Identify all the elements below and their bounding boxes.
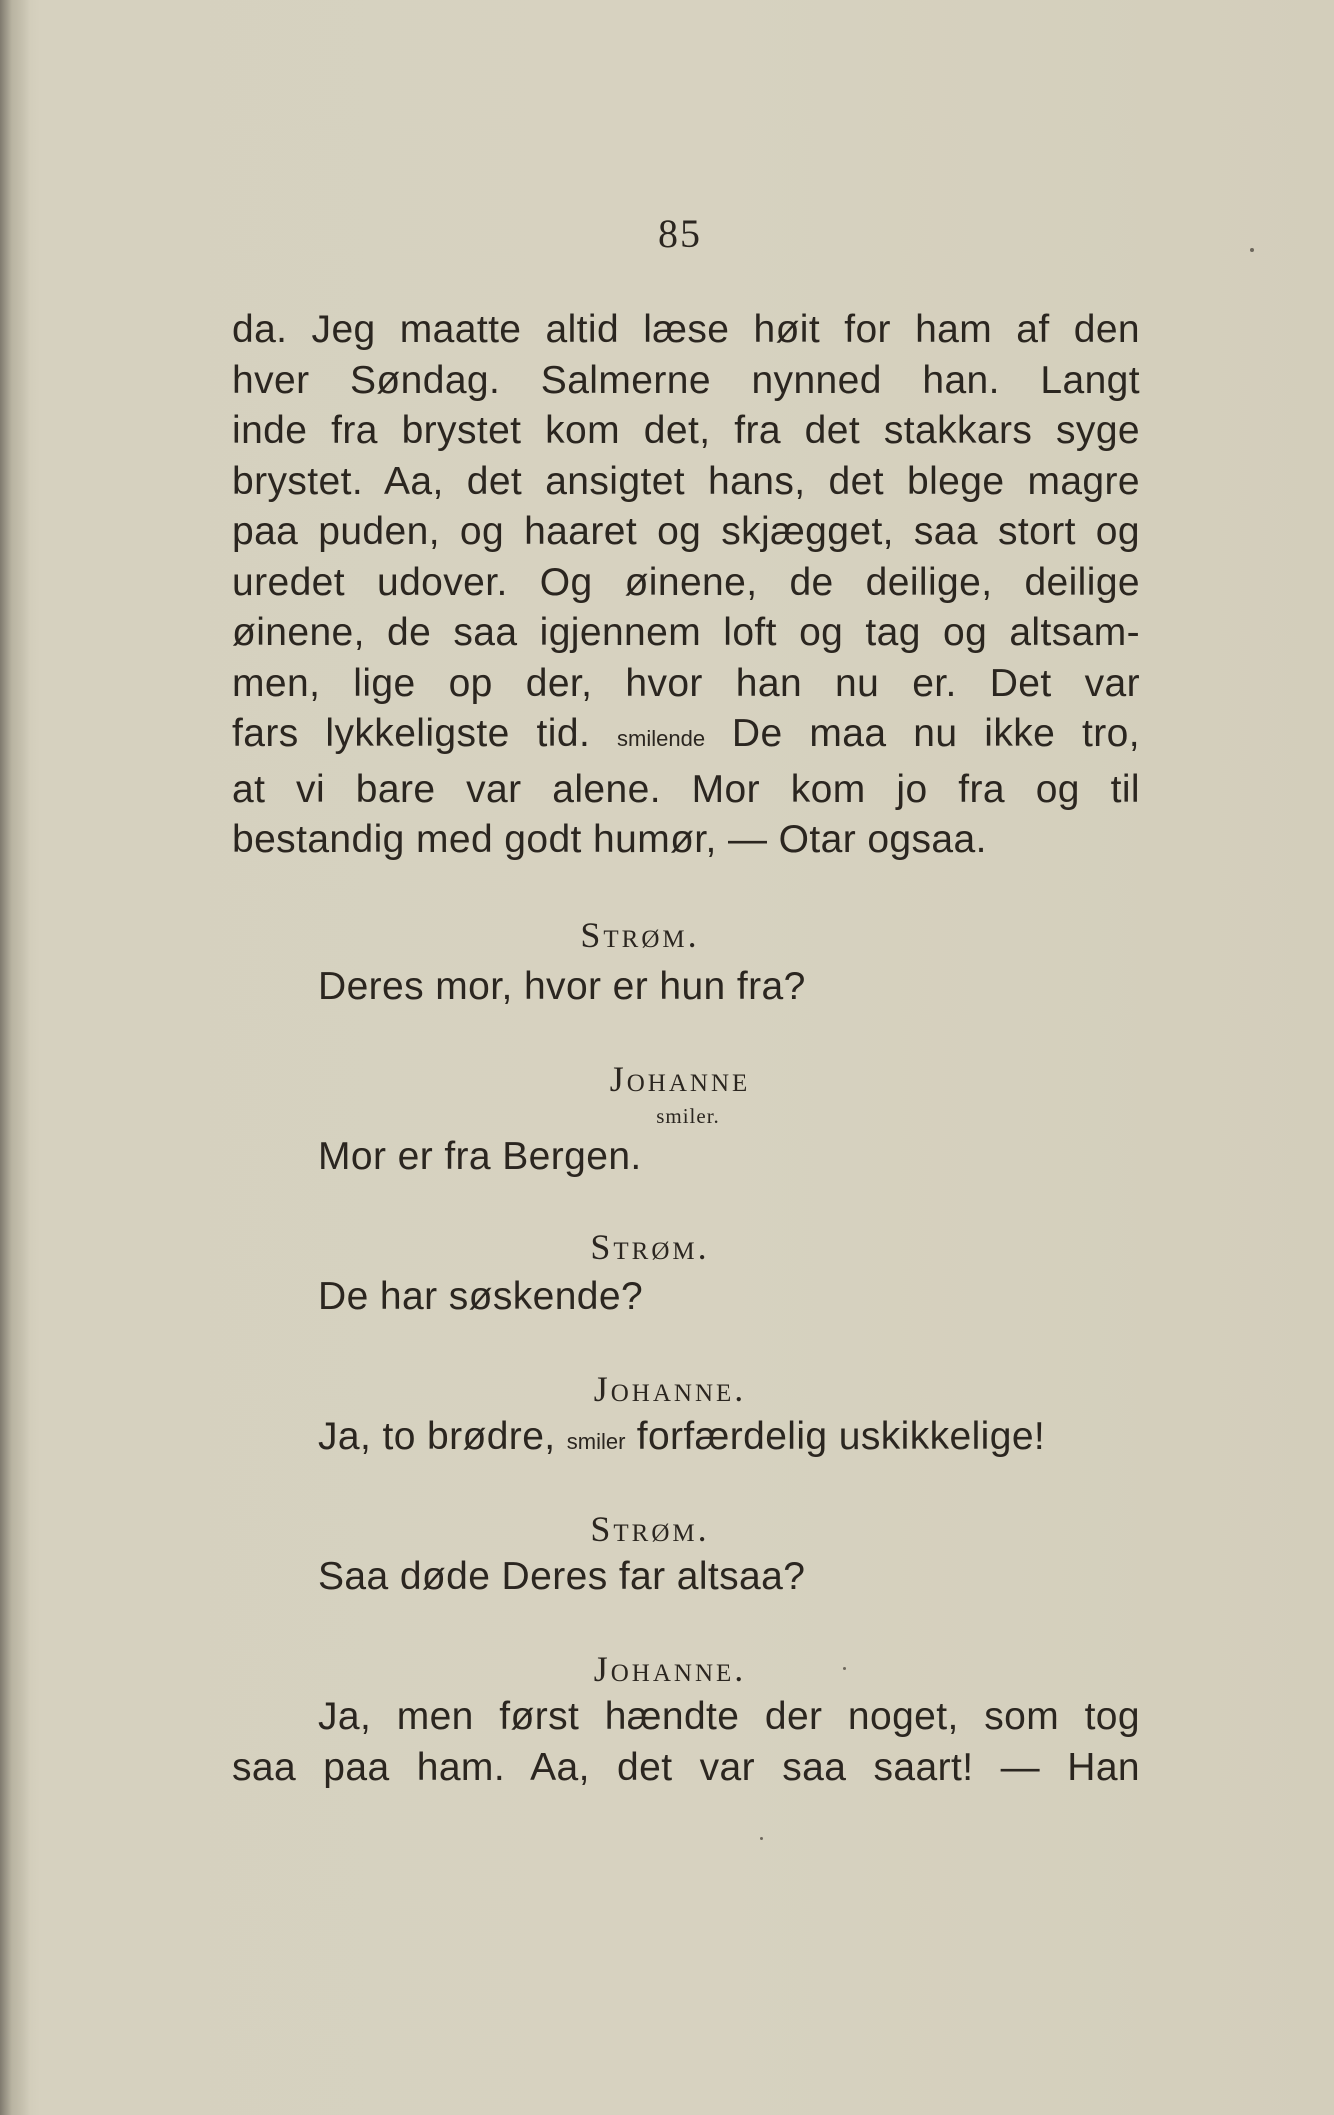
paper-speck: [1250, 248, 1254, 252]
prose-text: fars lykkeligste tid.: [232, 712, 591, 755]
stage-direction: smiler: [566, 1429, 626, 1454]
speaker-name: Johanne.: [593, 1369, 747, 1409]
prose-line: inde fra brystet kom det, fra det stakkars syge: [232, 409, 1140, 452]
stage-direction: smiler.: [656, 1104, 720, 1128]
speaker-name: Strøm.: [590, 1509, 710, 1549]
speech-line: Ja, men først hændte der noget, som tog: [318, 1695, 1140, 1738]
speaker-name: Strøm.: [590, 1227, 710, 1267]
prose-line: men, lige op der, hvor han nu er. Det var: [232, 661, 1140, 705]
speech-line: Deres mor, hvor er hun fra?: [318, 965, 806, 1008]
prose-line: paa puden, og haaret og skjægget, saa stort og: [232, 510, 1140, 553]
prose-line: uredet udover. Og øinene, de deilige, deilige: [232, 560, 1140, 604]
prose-line: hver Søndag. Salmerne nynned han. Langt: [232, 358, 1140, 402]
paper-speck: [843, 1667, 846, 1670]
prose-line: bestandig med godt humør, — Otar ogsaa.: [232, 818, 987, 861]
speech-line: saa paa ham. Aa, det var saa saart! — Han: [232, 1745, 1140, 1789]
prose-paragraph: [232, 305, 1140, 866]
page-number: 85: [658, 211, 702, 256]
prose-line-with-direction: [232, 709, 1140, 765]
speech-text: forfærdelig uskikkelige!: [636, 1415, 1046, 1458]
stage-direction: smilende: [617, 726, 706, 751]
prose-line: brystet. Aa, det ansigtet hans, det blege magre: [232, 459, 1140, 503]
binding-shadow: [0, 0, 30, 2115]
speaker-name: Johanne: [609, 1059, 751, 1099]
speech-text: Ja, to brødre,: [318, 1415, 556, 1458]
prose-line: da. Jeg maatte altid læse høit for ham af den: [232, 308, 1140, 351]
speech-line: Mor er fra Bergen.: [318, 1135, 642, 1178]
prose-line: øinene, de saa igjennem loft og tag og altsam-: [232, 611, 1140, 654]
speaker-name: Strøm.: [580, 915, 700, 955]
speech-line: Saa døde Deres far altsaa?: [318, 1555, 806, 1598]
speech-line: [318, 1415, 1045, 1459]
prose-line: at vi bare var alene. Mor kom jo fra og til: [232, 767, 1140, 811]
speech-paragraph: [232, 1692, 1140, 1793]
prose-text: De maa nu ikke tro,: [731, 712, 1140, 755]
paper-speck: [760, 1837, 763, 1840]
speech-line: De har søskende?: [318, 1275, 644, 1318]
speaker-name: Johanne.: [593, 1649, 747, 1689]
